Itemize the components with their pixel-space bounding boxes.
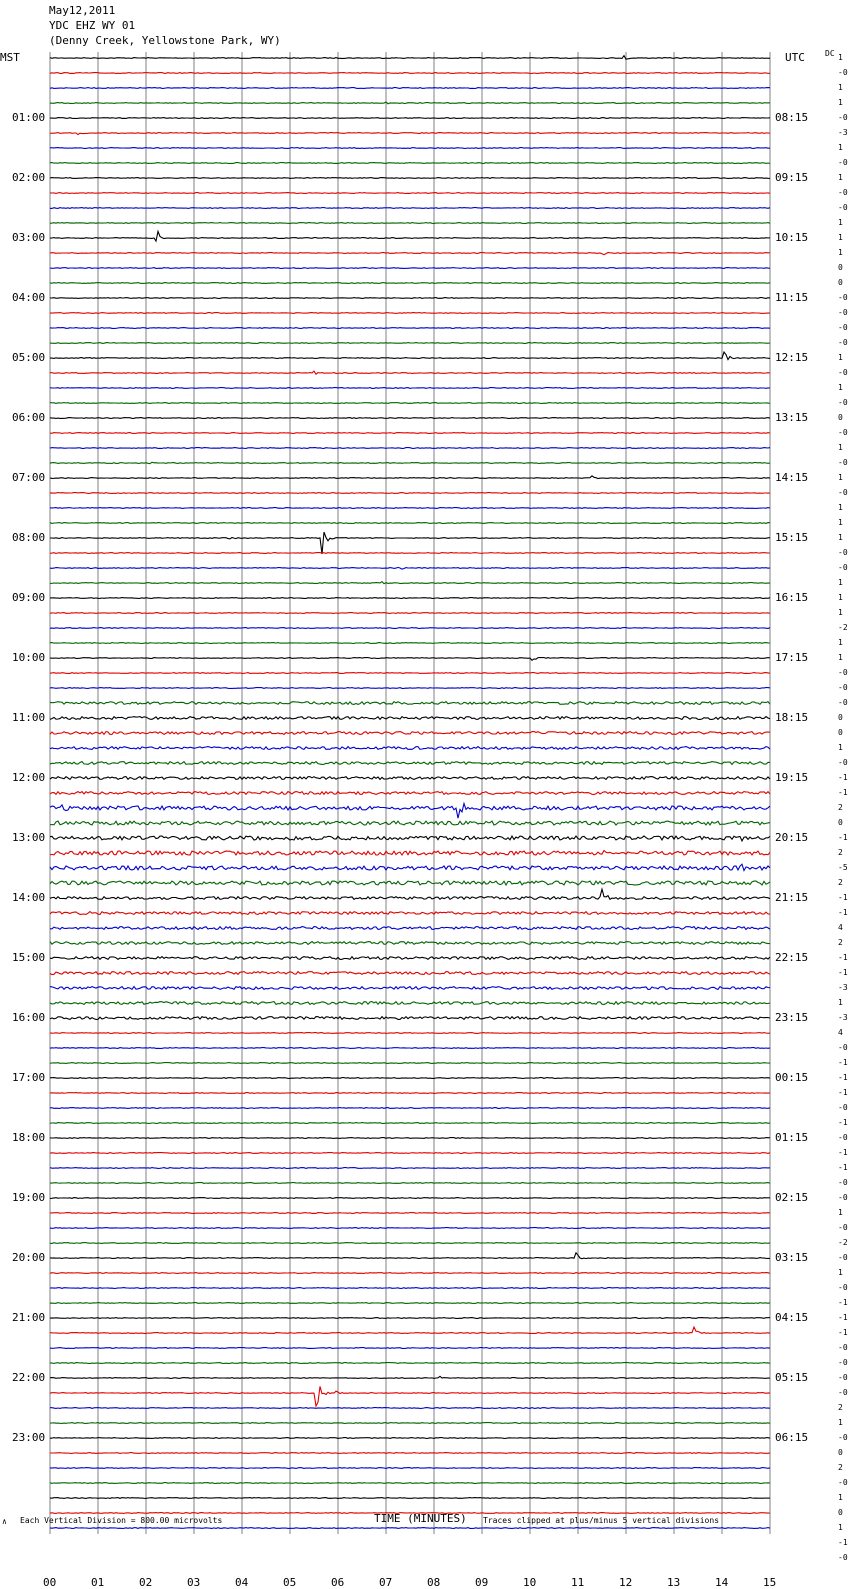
dc-offset-label: -0 [838, 1193, 848, 1202]
seismic-trace [50, 1498, 770, 1499]
dc-offset-label: -0 [838, 1433, 848, 1442]
x-tick-label: 07 [379, 1576, 393, 1589]
seismic-trace [50, 418, 770, 419]
dc-offset-label: -0 [838, 1223, 848, 1232]
hour-label-mst: 03:00 [12, 231, 46, 244]
dc-offset-label: 1 [838, 1523, 843, 1532]
hour-label-mst: 17:00 [12, 1071, 46, 1084]
x-tick-label: 06 [331, 1576, 345, 1589]
dc-offset-label: 0 [838, 1508, 843, 1517]
hour-label-mst: 12:00 [12, 771, 46, 784]
dc-offset-label: 1 [838, 473, 843, 482]
hour-label-mst: 23:00 [12, 1431, 46, 1444]
seismic-trace [50, 957, 770, 960]
dc-offset-label: 2 [838, 1463, 843, 1472]
dc-offset-label: 1 [838, 248, 843, 257]
hour-label-utc: 22:15 [775, 951, 809, 964]
dc-column-label: DC [825, 49, 835, 58]
hour-label-utc: 19:15 [775, 771, 809, 784]
dc-offset-label: -0 [838, 1388, 848, 1397]
seismic-trace [50, 1093, 770, 1094]
dc-offset-label: -0 [838, 458, 848, 467]
hour-label-mst: 07:00 [12, 471, 46, 484]
seismic-trace [50, 1243, 770, 1244]
hour-label-mst: 20:00 [12, 1251, 46, 1264]
seismic-trace [50, 889, 770, 899]
seismic-trace [50, 821, 770, 825]
seismic-trace [50, 148, 770, 149]
hour-label-utc: 01:15 [775, 1131, 809, 1144]
hour-label-mst: 08:00 [12, 531, 46, 544]
dc-offset-label: -0 [838, 563, 848, 572]
seismic-trace [50, 388, 770, 389]
seismic-trace [50, 1183, 770, 1184]
seismic-trace [50, 836, 770, 841]
x-tick-label: 04 [235, 1576, 249, 1589]
dc-offset-label: 1 [838, 353, 843, 362]
seismic-trace [50, 523, 770, 524]
hour-label-utc: 18:15 [775, 711, 809, 724]
x-tick-label: 02 [139, 1576, 153, 1589]
seismic-trace [50, 352, 770, 360]
seismic-trace [50, 1168, 770, 1169]
hour-label-utc: 06:15 [775, 1431, 809, 1444]
seismic-trace [50, 403, 770, 404]
seismic-trace [50, 1386, 770, 1406]
hour-label-utc: 05:15 [775, 1371, 809, 1384]
seismic-trace [50, 1528, 770, 1529]
seismic-trace [50, 1408, 770, 1409]
seismic-trace [50, 1048, 770, 1049]
seismic-trace [50, 1453, 770, 1454]
station-location: (Denny Creek, Yellowstone Park, WY) [49, 34, 281, 47]
dc-offset-label: -5 [838, 863, 848, 872]
x-tick-label: 01 [91, 1576, 105, 1589]
seismic-trace [50, 1033, 770, 1034]
dc-offset-label: 0 [838, 263, 843, 272]
seismic-trace [50, 1376, 770, 1378]
dc-offset-label: 0 [838, 278, 843, 287]
dc-offset-label: 1 [838, 998, 843, 1007]
seismic-trace [50, 643, 770, 644]
dc-offset-label: -0 [838, 548, 848, 557]
seismic-trace [50, 1423, 770, 1424]
dc-offset-label: 2 [838, 848, 843, 857]
dc-offset-label: -1 [838, 788, 848, 797]
seismic-trace [50, 73, 770, 74]
hour-label-utc: 14:15 [775, 471, 809, 484]
chart-date: May12,2011 [49, 4, 116, 17]
dc-offset-label: -0 [838, 158, 848, 167]
dc-offset-label: -1 [838, 908, 848, 917]
seismic-trace [50, 1303, 770, 1304]
x-tick-label: 00 [43, 1576, 57, 1589]
hour-label-mst: 18:00 [12, 1131, 46, 1144]
seismic-trace [50, 56, 770, 60]
seismic-trace [50, 493, 770, 494]
dc-offset-label: 1 [838, 608, 843, 617]
dc-offset-label: -1 [838, 1088, 848, 1097]
dc-offset-label: -0 [838, 338, 848, 347]
dc-offset-label: -0 [838, 1178, 848, 1187]
dc-offset-label: -0 [838, 1373, 848, 1382]
seismic-trace [50, 371, 770, 374]
dc-offset-label: 2 [838, 938, 843, 947]
scale-note: Each Vertical Division = 800.00 microvolts [20, 1516, 223, 1525]
hour-label-mst: 14:00 [12, 891, 46, 904]
dc-offset-label: -1 [838, 773, 848, 782]
seismic-trace [50, 881, 770, 885]
dc-offset-label: -0 [838, 1283, 848, 1292]
dc-offset-label: -0 [838, 1553, 848, 1562]
seismic-trace [50, 732, 770, 735]
seismic-trace [50, 1002, 770, 1005]
dc-offset-label: -0 [838, 1103, 848, 1112]
seismic-trace [50, 231, 770, 241]
hour-label-mst: 04:00 [12, 291, 46, 304]
dc-offset-label: -0 [838, 1358, 848, 1367]
dc-offset-label: -0 [838, 1478, 848, 1487]
hour-label-utc: 08:15 [775, 111, 809, 124]
hour-label-utc: 20:15 [775, 831, 809, 844]
seismic-trace [50, 762, 770, 765]
seismic-trace [50, 702, 770, 705]
seismic-trace [50, 1363, 770, 1364]
x-tick-label: 08 [427, 1576, 441, 1589]
dc-offset-label: 1 [838, 1268, 843, 1277]
seismic-trace [50, 912, 770, 915]
seismic-trace [50, 178, 770, 179]
x-tick-label: 12 [619, 1576, 633, 1589]
dc-offset-label: -0 [838, 488, 848, 497]
hour-label-mst: 06:00 [12, 411, 46, 424]
seismic-trace [50, 582, 770, 584]
hour-label-mst: 10:00 [12, 651, 46, 664]
dc-offset-label: -1 [838, 893, 848, 902]
seismic-trace [50, 1078, 770, 1079]
seismic-trace [50, 1348, 770, 1349]
dc-offset-label: 1 [838, 638, 843, 647]
dc-offset-label: -0 [838, 1253, 848, 1262]
dc-offset-label: 1 [838, 593, 843, 602]
seismic-trace [50, 792, 770, 795]
clip-note: Traces clipped at plus/minus 5 vertical divisions [483, 1516, 720, 1525]
seismic-trace [50, 567, 770, 569]
dc-offset-label: -0 [838, 323, 848, 332]
seismic-trace [50, 268, 770, 269]
dc-offset-label: -1 [838, 1313, 848, 1322]
seismic-trace [50, 1483, 770, 1484]
dc-offset-label: 1 [838, 743, 843, 752]
dc-offset-label: -1 [838, 1073, 848, 1082]
seismic-trace [50, 313, 770, 314]
dc-offset-label: -1 [838, 953, 848, 962]
hour-label-utc: 02:15 [775, 1191, 809, 1204]
dc-offset-label: -2 [838, 1238, 848, 1247]
dc-offset-label: 1 [838, 83, 843, 92]
seismic-trace [50, 1468, 770, 1469]
seismic-trace [50, 328, 770, 329]
seismic-trace [50, 851, 770, 856]
hour-label-mst: 16:00 [12, 1011, 46, 1024]
seismic-trace [50, 942, 770, 945]
dc-offset-label: 2 [838, 803, 843, 812]
dc-offset-label: 1 [838, 533, 843, 542]
hour-label-mst: 01:00 [12, 111, 46, 124]
hour-label-utc: 21:15 [775, 891, 809, 904]
seismic-trace [50, 598, 770, 599]
dc-offset-label: 0 [838, 713, 843, 722]
x-tick-label: 09 [475, 1576, 489, 1589]
seismic-trace [50, 613, 770, 614]
seismic-trace [50, 1063, 770, 1064]
dc-offset-label: -0 [838, 398, 848, 407]
dc-offset-label: -3 [838, 1013, 848, 1022]
dc-offset-label: 1 [838, 1493, 843, 1502]
x-tick-label: 05 [283, 1576, 297, 1589]
seismic-trace [50, 1153, 770, 1154]
seismic-trace [50, 163, 770, 164]
seismic-trace [50, 298, 770, 299]
seismic-trace [50, 1438, 770, 1439]
seismic-trace [50, 88, 770, 89]
hour-label-utc: 04:15 [775, 1311, 809, 1324]
dc-offset-label: 0 [838, 818, 843, 827]
corner-mark: ∧ [2, 1517, 7, 1526]
dc-offset-label: 1 [838, 98, 843, 107]
seismic-trace [50, 532, 770, 554]
hour-label-mst: 15:00 [12, 951, 46, 964]
dc-offset-label: -0 [838, 1043, 848, 1052]
seismic-trace [50, 747, 770, 750]
seismic-trace [50, 1198, 770, 1199]
seismic-trace [50, 343, 770, 344]
seismic-trace [50, 283, 770, 284]
dc-offset-label: 2 [838, 1403, 843, 1412]
seismic-trace [50, 223, 770, 224]
dc-offset-label: -0 [838, 188, 848, 197]
seismic-trace [50, 1213, 770, 1214]
hour-label-mst: 13:00 [12, 831, 46, 844]
dc-offset-label: -0 [838, 1133, 848, 1142]
seismic-trace [50, 864, 770, 870]
dc-offset-label: 4 [838, 923, 843, 932]
seismic-trace [50, 133, 770, 135]
hour-label-mst: 09:00 [12, 591, 46, 604]
hour-label-utc: 17:15 [775, 651, 809, 664]
seismic-trace [50, 508, 770, 509]
seismic-trace [50, 208, 770, 209]
seismic-trace [50, 927, 770, 930]
seismic-trace [50, 1288, 770, 1289]
seismic-trace [50, 717, 770, 720]
hour-label-mst: 22:00 [12, 1371, 46, 1384]
dc-offset-label: -0 [838, 683, 848, 692]
seismic-trace [50, 1273, 770, 1274]
dc-offset-label: -0 [838, 428, 848, 437]
seismic-trace [50, 972, 770, 975]
seismic-trace [50, 673, 770, 674]
dc-offset-label: -2 [838, 623, 848, 632]
dc-offset-label: 0 [838, 728, 843, 737]
seismic-trace [50, 102, 770, 104]
seismic-trace [50, 777, 770, 780]
station-code: YDC EHZ WY 01 [49, 19, 136, 32]
dc-offset-label: -0 [838, 668, 848, 677]
seismic-trace [50, 553, 770, 554]
seismic-trace [50, 1228, 770, 1229]
dc-offset-label: -3 [838, 128, 848, 137]
dc-offset-label: -1 [838, 1328, 848, 1337]
right-timezone-label: UTC [785, 51, 805, 64]
dc-offset-label: -0 [838, 1343, 848, 1352]
seismic-trace [50, 1017, 770, 1020]
seismic-trace [50, 253, 770, 255]
dc-offset-label: 1 [838, 218, 843, 227]
x-tick-label: 14 [715, 1576, 729, 1589]
hour-label-mst: 05:00 [12, 351, 46, 364]
seismic-trace [50, 804, 770, 819]
dc-offset-label: -0 [838, 698, 848, 707]
dc-offset-label: 1 [838, 578, 843, 587]
hour-label-utc: 03:15 [775, 1251, 809, 1264]
dc-offset-label: -0 [838, 368, 848, 377]
dc-offset-label: 0 [838, 413, 843, 422]
dc-offset-label: -0 [838, 113, 848, 122]
dc-offset-label: 1 [838, 383, 843, 392]
hour-label-mst: 11:00 [12, 711, 46, 724]
dc-offset-label: -1 [838, 968, 848, 977]
dc-offset-label: 1 [838, 503, 843, 512]
seismic-trace [50, 1138, 770, 1139]
seismic-trace [50, 628, 770, 629]
hour-label-utc: 23:15 [775, 1011, 809, 1024]
seismic-trace [50, 1253, 770, 1259]
x-axis-title: TIME (MINUTES) [374, 1512, 467, 1525]
x-tick-label: 11 [571, 1576, 585, 1589]
dc-offset-label: 2 [838, 878, 843, 887]
dc-offset-label: 1 [838, 443, 843, 452]
seismic-trace [50, 1108, 770, 1109]
dc-offset-label: 1 [838, 53, 843, 62]
dc-offset-label: -1 [838, 1538, 848, 1547]
hour-label-utc: 10:15 [775, 231, 809, 244]
seismic-trace [50, 658, 770, 661]
seismic-trace [50, 1123, 770, 1124]
dc-offset-label: -0 [838, 758, 848, 767]
dc-offset-label: 1 [838, 143, 843, 152]
dc-offset-label: -0 [838, 203, 848, 212]
seismic-trace [50, 1327, 770, 1333]
x-tick-label: 03 [187, 1576, 201, 1589]
dc-offset-label: -1 [838, 833, 848, 842]
hour-label-utc: 12:15 [775, 351, 809, 364]
seismic-trace [50, 476, 770, 479]
x-tick-label: 10 [523, 1576, 537, 1589]
dc-offset-label: 1 [838, 518, 843, 527]
seismic-trace [50, 987, 770, 990]
hour-label-utc: 09:15 [775, 171, 809, 184]
dc-offset-label: 0 [838, 1448, 843, 1457]
hour-label-utc: 13:15 [775, 411, 809, 424]
dc-offset-label: -3 [838, 983, 848, 992]
seismic-trace [50, 433, 770, 434]
dc-offset-label: 1 [838, 1418, 843, 1427]
seismic-trace [50, 118, 770, 119]
x-tick-label: 15 [763, 1576, 777, 1589]
hour-label-mst: 19:00 [12, 1191, 46, 1204]
dc-offset-label: 1 [838, 173, 843, 182]
dc-offset-label: -1 [838, 1148, 848, 1157]
hour-label-utc: 11:15 [775, 291, 809, 304]
hour-label-utc: 00:15 [775, 1071, 809, 1084]
dc-offset-label: -1 [838, 1298, 848, 1307]
hour-label-mst: 21:00 [12, 1311, 46, 1324]
dc-offset-label: -1 [838, 1058, 848, 1067]
dc-offset-label: -0 [838, 308, 848, 317]
dc-offset-label: 1 [838, 653, 843, 662]
seismic-trace [50, 1318, 770, 1319]
seismic-trace [50, 688, 770, 689]
seismic-trace [50, 193, 770, 194]
seismic-trace [50, 462, 770, 464]
dc-offset-label: -0 [838, 293, 848, 302]
left-timezone-label: MST [0, 51, 20, 64]
dc-offset-label: -0 [838, 68, 848, 77]
dc-offset-label: 1 [838, 233, 843, 242]
hour-label-utc: 16:15 [775, 591, 809, 604]
dc-offset-label: -1 [838, 1118, 848, 1127]
hour-label-utc: 15:15 [775, 531, 809, 544]
x-tick-label: 13 [667, 1576, 681, 1589]
seismic-trace [50, 448, 770, 449]
dc-offset-label: 1 [838, 1208, 843, 1217]
seismic-traces [50, 56, 770, 1534]
dc-offset-label: -1 [838, 1163, 848, 1172]
dc-offset-label: 4 [838, 1028, 843, 1037]
hour-label-mst: 02:00 [12, 171, 46, 184]
